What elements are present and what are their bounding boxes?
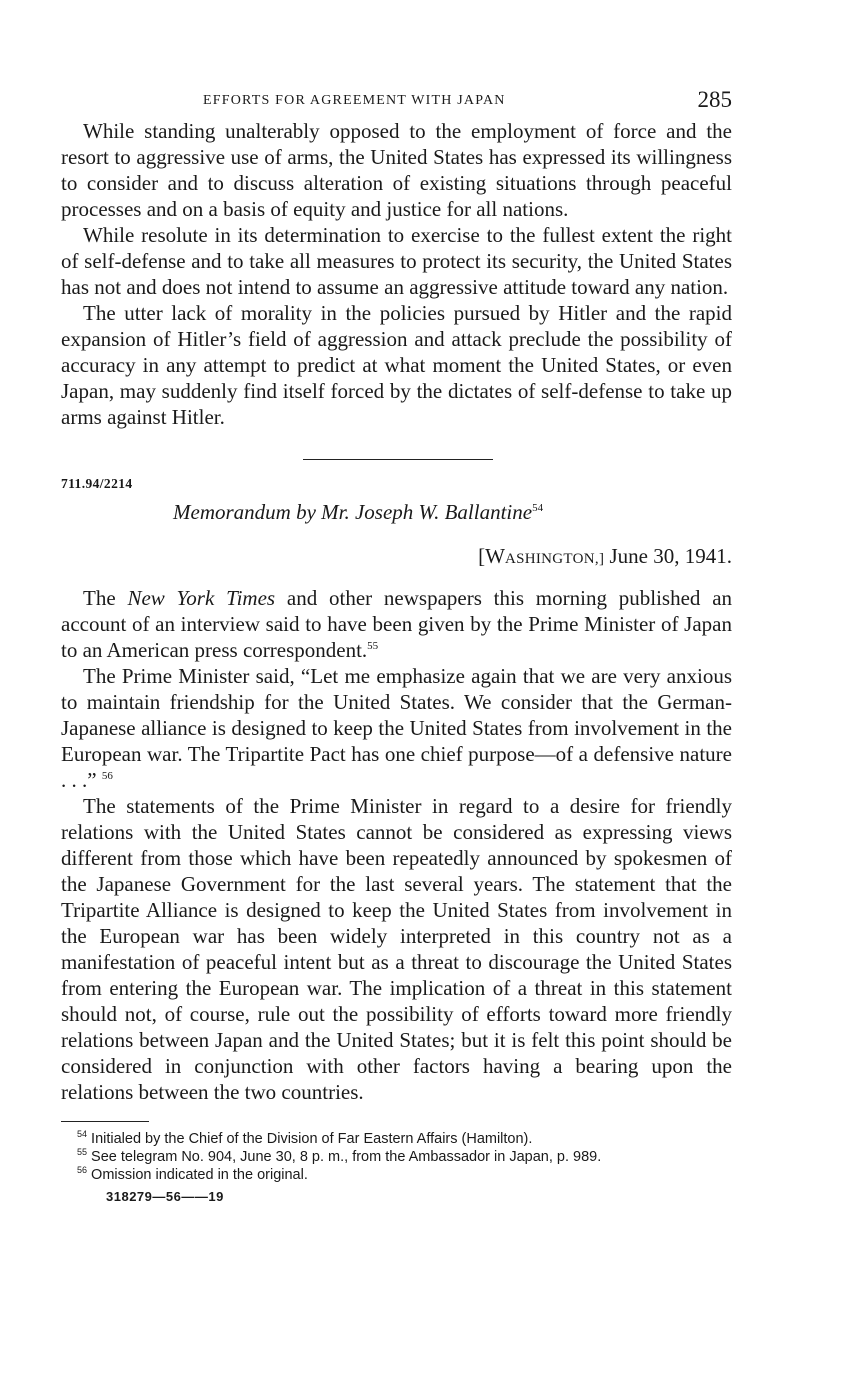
paragraph: While resolute in its determination to exercise to the fullest extent the right of self-defense and to take all measures to protect its security, the United States has not and does not intend to assume an aggressive attitude toward any nation. [61,223,732,299]
printer-mark: 318279—56——19 [106,1189,224,1204]
memo-paragraph [61,663,732,793]
memo-paragraph: The statements of the Prime Minister in regard to a desire for friendly relations with the United States cannot be considered as expressing views different from those which have been repeatedly announced by spokesmen of the Japanese Government for the last several years. The statement that the Tripartite Alliance is designed to keep the United States from involvement in the European war has been widely interpreted in this country not as a manifestation of peaceful intent but as a threat to discourage the United States from entering the European war. The implication of a threat in this statement should not, of course, rule out the possibility of efforts toward more friendly relations between Japan and the United States; but it is felt this point should be considered in conjunction with other factors having a bearing upon the relations between the two countries. [61,794,732,1104]
paragraph: The utter lack of morality in the policies pursued by Hitler and the rapid expansion of Hitler’s field of aggression and attack preclude the possibility of accuracy in any attempt to predict at what moment the United States, or even Japan, may suddenly find itself forced by the dictates of self-defense to take up arms against Hitler. [61,301,732,429]
file-number: 711.94/2214 [61,476,133,491]
page-number: 285 [697,87,732,112]
footnote [77,1166,732,1184]
footnote-text: Initialed by the Chief of the Division of Far Eastern Affairs (Hamilton). [91,1131,533,1147]
running-head: EFFORTS FOR AGREEMENT WITH JAPAN [203,93,506,108]
footnote-number: 54 [77,1129,88,1140]
body-top [61,118,732,430]
paragraph-text: The [83,586,128,610]
dateline-date: June 30, 1941. [604,544,732,568]
dateline-place: ASHINGTON,] [504,551,605,567]
section-divider [303,459,493,460]
paragraph-text: and other newspapers this morning published an account of an interview said to have been given by the Prime Minister of Japan to an American press correspondent. [61,586,733,662]
memo-paragraph [61,585,732,663]
paragraph-text: The Prime Minister said, “Let me emphasize again that we are very anxious to maintain friendship for the United States. We consider that the German-Japanese alliance is designed to keep the United States from involvement in the European war. The Tripartite Pact has one chief purpose—of a defensive nature . . .” [61,664,732,792]
footnote-ref: 56 [101,770,113,782]
footnote-ref: 54 [532,502,544,514]
dateline-place-initial: [W [478,544,505,568]
dateline [61,543,732,572]
footnote [77,1148,732,1166]
memo-title [173,498,732,526]
footnote-text: See telegram No. 904, June 30, 8 p. m., from the Ambassador in Japan, p. 989. [91,1149,602,1165]
paragraph: While standing unalterably opposed to the employment of force and the resort to aggressive use of arms, the United States has expressed its willingness to consider and to discuss alteration of existing situations through peaceful processes and on a basis of equity and justice for all nations. [61,119,732,221]
footnotes [61,1130,732,1184]
footnote-number: 56 [77,1165,88,1176]
footnote-number: 55 [77,1147,88,1158]
footnote-ref: 55 [367,640,379,652]
page-header [61,0,732,118]
publication-name: New York Times [127,586,276,610]
memo-title-text: Memorandum by Mr. Joseph W. Ballantine [173,500,533,524]
footnote-text: Omission indicated in the original. [91,1167,308,1183]
footnote-divider [61,1121,149,1122]
footnote [77,1130,732,1148]
